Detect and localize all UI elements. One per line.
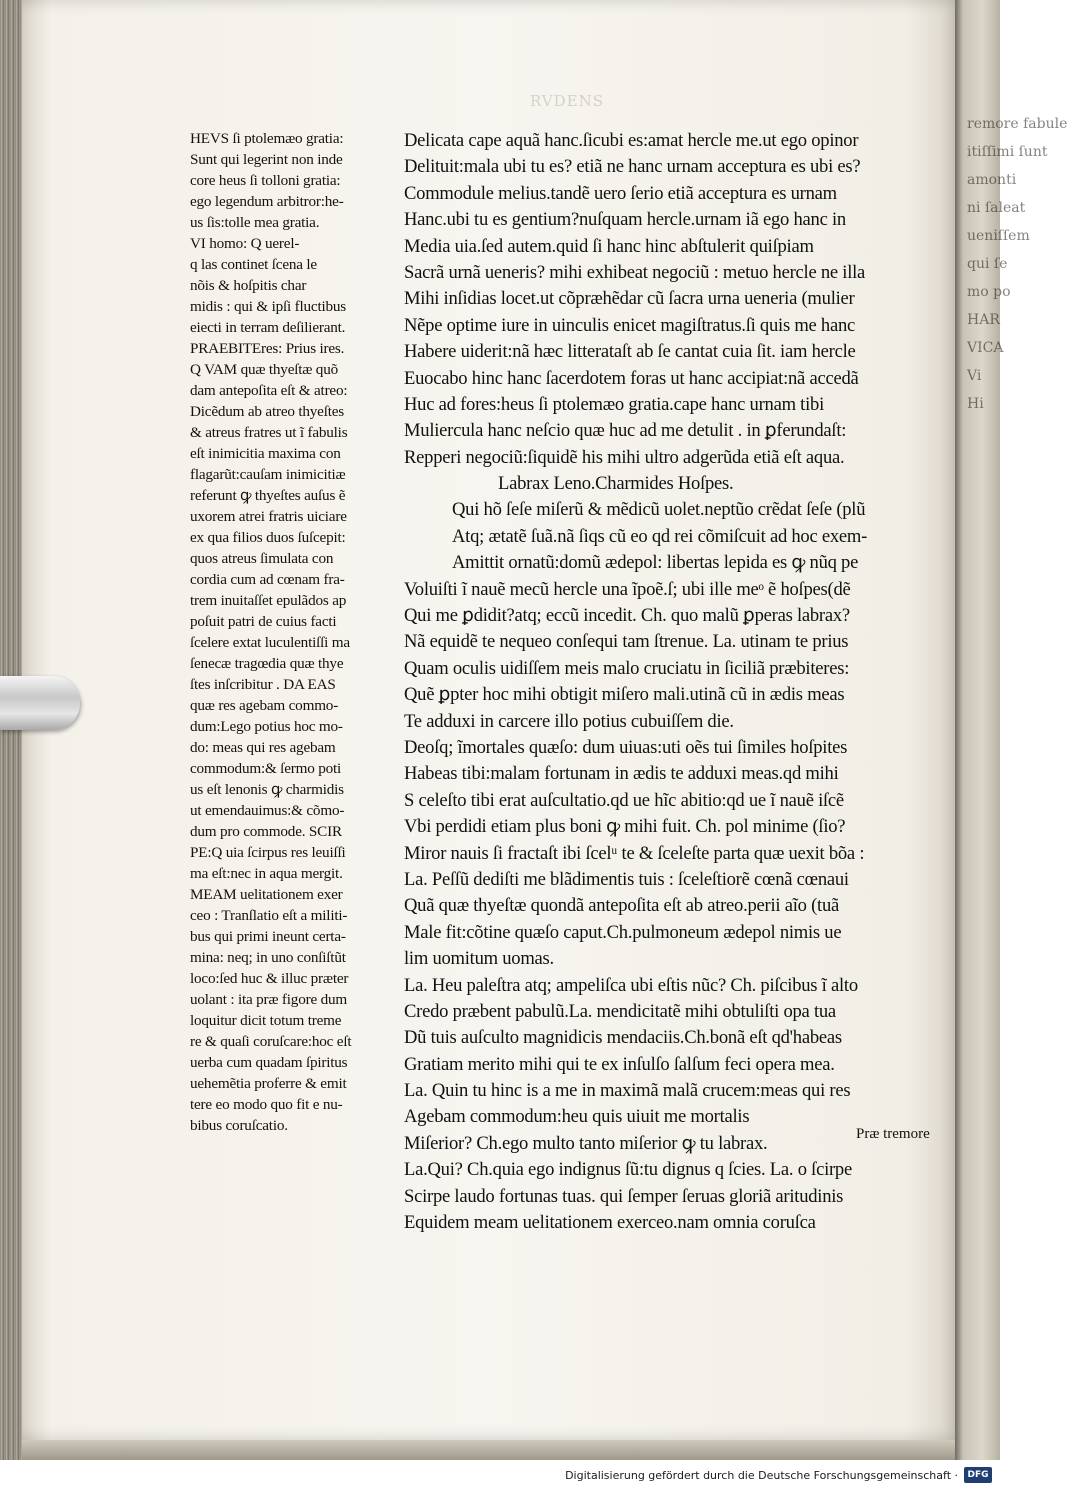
verse-line: Qui hõ ſeſe miſerũ & mẽdicũ uolet.neptũo crẽdat ſeſe (plũ <box>452 499 866 521</box>
commentary-line: do: meas qui res agebam <box>190 739 336 756</box>
commentary-line: ſtes inſcribitur . DA EAS <box>190 676 336 693</box>
commentary-line: quæ res agebam commo- <box>190 697 339 714</box>
verse-line: Gratiam merito mihi qui te ex inſulſo ſalſum feci opera mea. <box>404 1053 835 1075</box>
commentary-line: us ſis:tolle mea gratia. <box>190 214 320 231</box>
verse-line: Miror nauis ſi fractaſt ibi ſcelᵘ te & ſceleſte parta quæ uexit bõa : <box>404 842 865 864</box>
facing-page-edge <box>955 0 1067 1460</box>
commentary-line: Q VAM quæ thyeſtæ quõ <box>190 361 338 378</box>
commentary-line: referunt ꝙ thyeſtes auſus ẽ <box>190 487 346 504</box>
commentary-line: nõis & hoſpitis char <box>190 277 307 294</box>
verse-line: Repperi negociũ:ſiquidẽ his mihi ultro adgerũda etiã eſt aqua. <box>404 446 845 468</box>
facing-page-fragment: Hi <box>967 396 984 412</box>
verse-line: La.Qui? Ch.quia ego indignus ſũ:tu dignus q ſcies. La. o ſcirpe <box>404 1159 852 1181</box>
commentary-line: quos atreus ſimulata con <box>190 550 334 567</box>
footer-bar <box>0 1460 1000 1492</box>
verse-line: Credo præbent pabulũ.La. mendicitatẽ mihi obtuliſti opa tua <box>404 1000 836 1022</box>
verse-line: La. Heu paleſtra atq; ampeliſca ubi eſtis nũc? Ch. piſcibus ĩ alto <box>404 974 858 996</box>
verse-line: Equidem meam uelitationem exerceo.nam omnia coruſca <box>404 1212 816 1234</box>
facing-page-fragment: Vi <box>967 368 982 384</box>
commentary-line: ex qua filios duos ſuſcepit: <box>190 529 346 546</box>
page-bottom-shadow <box>22 1440 962 1460</box>
commentary-line: ego legendum arbitror:he- <box>190 193 344 210</box>
commentary-line: midis : qui & ipſi fluctibus <box>190 298 346 315</box>
main-text-column <box>404 128 952 1236</box>
commentary-line: uxorem atrei fratris uiciare <box>190 508 347 525</box>
verse-line: Miſerior? Ch.ego multo tanto miſerior ꝙ tu labrax. <box>404 1132 768 1154</box>
commentary-line: PE:Q uia ſcirpus res leuiſſi <box>190 844 346 861</box>
commentary-line: commodum:& ſermo poti <box>190 760 342 777</box>
verse-line: Delicata cape aquã hanc.ſicubi es:amat hercle me.ut ego opinor <box>404 130 859 151</box>
commentary-line: bus qui primi ineunt certa- <box>190 928 346 945</box>
verse-line: Vbi perdidi etiam plus boni ꝙ mihi fuit. Ch. pol minime (ſio? <box>404 816 846 838</box>
facing-page-fragment: amonti <box>967 172 1017 188</box>
verse-line: Muliercula hanc neſcio quæ huc ad me detulit . in ꝑferundaſt: <box>404 420 847 442</box>
commentary-line: dum pro commode. SCIR <box>190 823 342 840</box>
verse-line: Voluiſti ĩ nauẽ mecũ hercle una ĩpoẽ.ſ; ubi ille meᵒ ẽ hoſpes(dẽ <box>404 578 851 600</box>
commentary-line: dam antepoſita eſt & atreo: <box>190 382 348 399</box>
commentary-line: ceo : Tranſlatio eſt a militi- <box>190 907 348 924</box>
verse-line: Euocabo hinc hanc ſacerdotem foras ut hanc accipiat:nã accedã <box>404 367 859 389</box>
verse-line: Mihi inſidias locet.ut cõpræhẽdar cũ ſacra urna ueneria (mulier <box>404 288 855 310</box>
footer-credit: Digitalisierung gefördert durch die Deutsche Forschungsgemeinschaft · <box>565 1469 958 1482</box>
verse-line: Quẽ ꝑpter hoc mihi obtigit miſero mali.utinã cũ in ædis meas <box>404 684 845 706</box>
dfg-logo[interactable]: DFG <box>964 1467 992 1483</box>
commentary-line: VI homo: Q uerel- <box>190 235 300 252</box>
facing-page-fragment: remore fabule <box>967 116 1067 132</box>
commentary-line: cordia cum ad cœnam fra- <box>190 571 345 588</box>
commentary-line: uolant : ita præ figore dum <box>190 991 347 1008</box>
facing-page-text <box>967 110 1067 418</box>
commentary-line: ut emendauimus:& cõmo- <box>190 802 345 819</box>
facing-page-fragment: ueniſſem <box>967 228 1030 244</box>
verse-line: Qui me ꝑdidit?atq; eccũ incedit. Ch. quo malũ ꝑperas labrax? <box>404 605 850 627</box>
verse-line: Habere uiderit:nã hæc litterataſt ab ſe cantat cuia ſit. iam hercle <box>404 341 856 363</box>
verse-line: Agebam commodum:heu quis uiuit me mortalis <box>404 1106 750 1128</box>
verse-line: Hanc.ubi tu es gentium?nuſquam hercle.urnam iã ego hanc in <box>404 209 846 231</box>
verse-line: S celeſto tibi erat auſcultatio.qd ue hĩc abitio:qd ue ĩ nauẽ iſcẽ <box>404 789 844 811</box>
commentary-line: ma eſt:nec in aqua mergit. <box>190 865 343 882</box>
verse-line: Habeas tibi:malam fortunam in ædis te adduxi meas.qd mihi <box>404 763 839 785</box>
commentary-column <box>190 128 402 1136</box>
verse-line: Amittit ornatũ:domũ ædepol: libertas lepida es ꝙ nũq pe <box>452 552 859 574</box>
commentary-line: & atreus fratres ut ĩ fabulis <box>190 424 348 441</box>
commentary-line: re & quaſi coruſcare:hoc eſt <box>190 1033 352 1050</box>
commentary-line: ſenecæ tragœdia quæ thye <box>190 655 344 672</box>
verse-line: Nã equidẽ te nequeo conſequi tam ſtrenue. La. utinam te prius <box>404 631 849 653</box>
facing-page-fragment: HAR <box>967 312 1000 328</box>
commentary-line: Dicẽdum ab atreo thyeſtes <box>190 403 344 420</box>
verse-line: La. Peſſũ dediſti me blãdimentis tuis : ſceleſtiorẽ cœnã cœnaui <box>404 868 849 890</box>
commentary-line: q las continet ſcena le <box>190 256 317 273</box>
commentary-line: core heus ſi tolloni gratia: <box>190 172 341 189</box>
verse-line: Delituit:mala ubi tu es? etiã ne hanc urnam acceptura es ubi es? <box>404 156 861 178</box>
commentary-line: MEAM uelitationem exer <box>190 886 343 903</box>
commentary-line: tere eo modo quo fit e nu- <box>190 1096 343 1113</box>
facing-page-fragment: qui ſe <box>967 256 1008 272</box>
page-clip-icon <box>0 676 80 730</box>
commentary-line: Sunt qui legerint non inde <box>190 151 343 168</box>
facing-page-fragment: VICA <box>967 340 1004 356</box>
commentary-line: HEVS ſi ptolemæo gratia: <box>190 130 344 147</box>
commentary-line: ſcelere extat luculentiſſi ma <box>190 634 350 651</box>
commentary-line: poſuit patri de cuius facti <box>190 613 337 630</box>
verse-line: Deoſq; ĩmortales quæſo: dum uiuas:uti oẽs tui ſimiles hoſpites <box>404 736 848 758</box>
commentary-line: flagarũt:cauſam inimicitiæ <box>190 466 346 483</box>
verse-line: Atq; ætatẽ ſuã.nã ſiqs cũ eo qd rei cõmiſcuit ad hoc exem- <box>452 525 868 547</box>
commentary-line: us eſt lenonis ꝙ charmidis <box>190 781 344 798</box>
verse-line: Sacrã urnã ueneris? mihi exhibeat negociũ : metuo hercle ne illa <box>404 261 866 283</box>
catchword: Præ tremore <box>856 1126 930 1142</box>
facing-page-fragment: itiſſimi ſunt <box>967 144 1048 160</box>
verse-line: Dũ tuis auſculto magnidicis mendaciis.Ch.bonã eſt qd'habeas <box>404 1027 842 1049</box>
verse-line: Te adduxi in carcere illo potius cubuiſſem die. <box>404 710 734 732</box>
verse-line: Labrax Leno.Charmides Hoſpes. <box>498 473 734 495</box>
verse-line: Quã quæ thyeſtæ quondã antepoſita eſt ab atreo.perii aĩo (tuã <box>404 895 839 917</box>
verse-line: Media uia.ſed autem.quid ſi hanc hinc abſtulerit quiſpiam <box>404 235 814 257</box>
commentary-line: trem inuitaſſet epulãdos ap <box>190 592 347 609</box>
commentary-line: dum:Lego potius hoc mo- <box>190 718 343 735</box>
verse-line: Male fit:cõtine quæſo caput.Ch.pulmoneum ædepol nimis ue <box>404 921 842 943</box>
running-head: RVDENS <box>530 92 604 110</box>
facing-page-fragment: mo po <box>967 284 1011 300</box>
commentary-line: eſt inimicitia maxima con <box>190 445 341 462</box>
commentary-line: mina: neq; in uno conſiſtũt <box>190 949 346 966</box>
commentary-line: uerba cum quadam ſpiritus <box>190 1054 348 1071</box>
verse-line: Quam oculis uidiſſem meis malo cruciatu in ſiciliã præbiteres: <box>404 657 850 679</box>
commentary-line: PRAEBITEres: Prius ires. <box>190 340 345 357</box>
verse-line: Huc ad fores:heus ſi ptolemæo gratia.cape hanc urnam tibi <box>404 393 824 415</box>
book-page-edges <box>0 0 22 1460</box>
commentary-line: bibus coruſcatio. <box>190 1117 288 1134</box>
commentary-line: eiecti in terram deſilierant. <box>190 319 346 336</box>
verse-line: Commodule melius.tandẽ uero ſerio etiã acceptura es urnam <box>404 182 837 204</box>
facing-page-fragment: ni ſaleat <box>967 200 1026 216</box>
verse-line: Scirpe laudo fortunas tuas. qui ſemper ſeruas gloriã aritudinis <box>404 1185 844 1207</box>
commentary-line: loco:ſed huc & illuc præter <box>190 970 349 987</box>
verse-line: La. Quin tu hinc is a me in maximã malã crucem:meas qui res <box>404 1080 851 1102</box>
commentary-line: uehemẽtia proferre & emit <box>190 1075 347 1092</box>
commentary-line: loquitur dicit totum treme <box>190 1012 342 1029</box>
verse-line: Nẽpe optime iure in uinculis enicet magiſtratus.ſi quis me hanc <box>404 314 856 336</box>
verse-line: lim uomitum uomas. <box>404 948 554 970</box>
